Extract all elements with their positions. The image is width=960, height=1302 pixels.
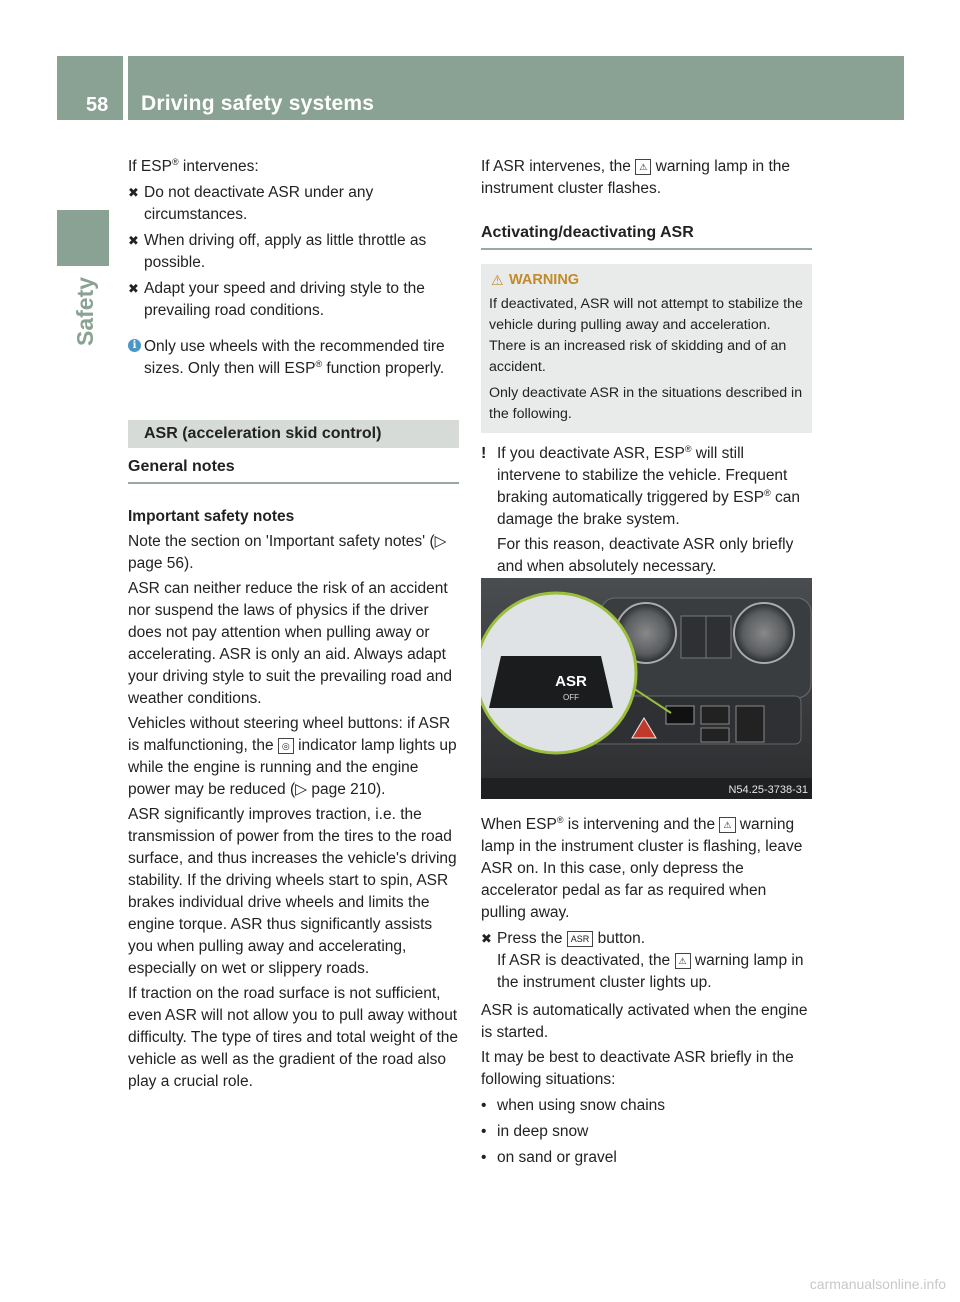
list-item: ✖ When driving off, apply as little throttle as possible. — [128, 232, 427, 271]
asr-off-button-icon: ASR — [567, 931, 594, 947]
photo-button-label-bottom: OFF — [563, 693, 579, 702]
photo-code: N54.25-3738-31 — [728, 784, 808, 796]
left-column — [128, 156, 459, 1093]
list-item: • on sand or gravel — [481, 1149, 617, 1166]
list-item: ✖ Do not deactivate ASR under any circumstances. — [128, 184, 374, 223]
side-section-label: Safety — [72, 276, 98, 346]
list-item: • when using snow chains — [481, 1097, 666, 1114]
paragraph: Note the section on 'Important safety notes' (▷ page 56). — [128, 533, 447, 572]
asr-button-photo — [481, 578, 812, 799]
info-note: i Only use wheels with the recommended tire sizes. Only then will ESP® function properly. — [128, 336, 459, 380]
paragraph: ASR is automatically activated when the engine is started. — [481, 1002, 808, 1041]
page-number: 58 — [86, 94, 109, 116]
important-safety-heading: Important safety notes — [128, 508, 295, 525]
paragraph: If ASR intervenes, the ⚠ warning lamp in the instrument cluster flashes. — [481, 158, 791, 197]
caution-note: ! If you deactivate ASR, ESP® will still intervene to stabilize the vehicle. Frequent braking automatically triggered by ESP® can damage the brake system. — [481, 443, 801, 528]
caution-note-continued: For this reason, deactivate ASR only briefly and when absolutely necessary. — [497, 536, 794, 575]
activating-heading: Activating/deactivating ASR — [481, 222, 812, 250]
traction-indicator-icon: ◎ — [278, 738, 294, 754]
warning-box — [481, 264, 812, 433]
warning-triangle-icon: ⚠ — [491, 272, 504, 288]
paragraph: ASR can neither reduce the risk of an accident nor suspend the laws of physics if the driver does not pay attention when pulling away or accelerating. ASR is only an aid. Always adapt your driving style to suit the prevailing road and weather conditions. — [128, 580, 452, 707]
right-column — [481, 156, 812, 578]
paragraph: ASR significantly improves traction, i.e. the transmission of power from the tires to the road surface, and thus increases the vehicle's driving stability. If the driving wheels start to spin, ASR brakes individual drive wheels and limits the engine torque. ASR thus significantly assists you when pulling away and accelerating, especially on wet or slippery roads. — [128, 806, 457, 977]
exclamation-icon: ! — [481, 445, 487, 462]
side-tab — [57, 210, 109, 266]
warning-lamp-icon: ⚠ — [719, 817, 735, 833]
paragraph: Vehicles without steering wheel buttons: if ASR is malfunctioning, the ◎ indicator lamp lights up while the engine is running and the engine power may be reduced (▷ page 210). — [128, 715, 457, 798]
warning-text: Only deactivate ASR in the situations described in the following. — [489, 385, 803, 422]
warning-lamp-icon: ⚠ — [635, 159, 651, 175]
warning-text: If deactivated, ASR will not attempt to stabilize the vehicle during pulling away and acceleration. There is an increased risk of skidding and of an accident. — [489, 296, 803, 375]
paragraph: When ESP® is intervening and the ⚠ warning lamp in the instrument cluster is flashing, leave ASR on. In this case, only depress the accelerator pedal as far as required when pulling away. — [481, 814, 803, 921]
list-item: • in deep snow — [481, 1123, 589, 1140]
warning-lamp-icon: ⚠ — [675, 953, 691, 969]
photo-button-label-top: ASR — [555, 673, 587, 690]
list-item: ✖ Adapt your speed and driving style to the prevailing road conditions. — [128, 280, 425, 319]
page-title: Driving safety systems — [141, 92, 375, 115]
console-illustration — [481, 578, 812, 799]
instruction-result: If ASR is deactivated, the ⚠ warning lamp in the instrument cluster lights up. — [497, 952, 804, 991]
paragraph: If traction on the road surface is not sufficient, even ASR will not allow you to pull away without difficulty. The type of tires and total weight of the vehicle as well as the gradient of the road also play a crucial role. — [128, 985, 458, 1090]
right-column-lower — [481, 814, 812, 1169]
info-icon: i — [128, 339, 141, 352]
instruction: ✖ Press the ASR button. — [481, 930, 646, 947]
general-notes-heading: General notes — [128, 456, 459, 484]
esp-intervenes: If ESP® intervenes: — [128, 156, 259, 175]
watermark: carmanualsonline.info — [809, 1276, 946, 1292]
warning-heading: ⚠ WARNING — [489, 270, 804, 291]
section-title: ASR (acceleration skid control) — [128, 420, 459, 448]
paragraph: It may be best to deactivate ASR briefly in the following situations: — [481, 1049, 794, 1088]
